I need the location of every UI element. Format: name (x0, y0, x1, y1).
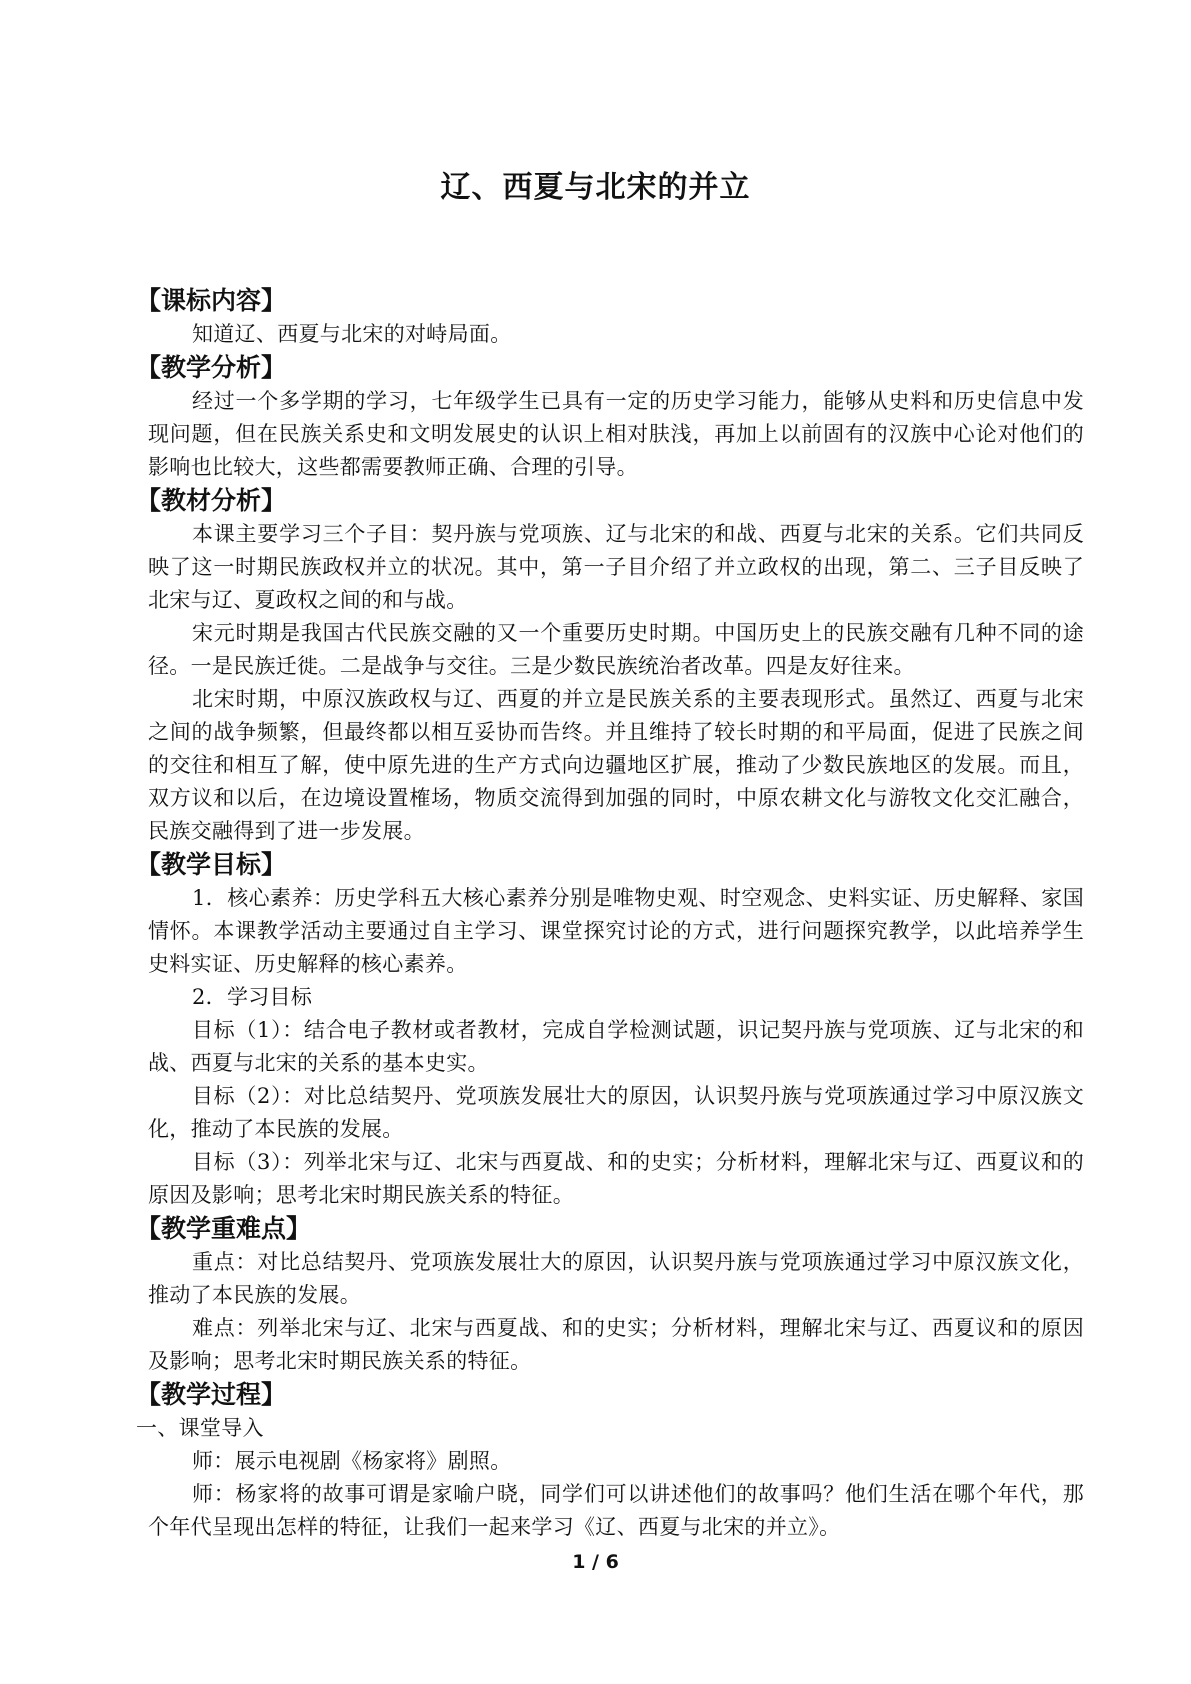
paragraph: 经过一个多学期的学习，七年级学生已具有一定的历史学习能力，能够从史料和历史信息中发现问题，但在民族关系史和文明发展史的认识上相对肤浅，再加上以前固有的汉族中心论对他们的影响也比较大，这些都需要教师正确、合理的引导。 (148, 389, 1084, 479)
section-heading-jiaoxue-mubiao: 【教学目标】 (136, 850, 287, 879)
paragraph: 2．学习目标 (192, 985, 313, 1009)
section-heading-jiaoxue-fenxi: 【教学分析】 (136, 353, 287, 382)
paragraph: 难点：列举北宋与辽、北宋与西夏战、和的史实；分析材料，理解北宋与辽、西夏议和的原因及影响；思考北宋时期民族关系的特征。 (148, 1316, 1084, 1373)
document-title: 辽、西夏与北宋的并立 (440, 170, 751, 205)
section-heading-kebiao: 【课标内容】 (136, 286, 287, 315)
paragraph: 目标（3）：列举北宋与辽、北宋与西夏战、和的史实；分析材料，理解北宋与辽、西夏议和的原因及影响；思考北宋时期民族关系的特征。 (148, 1150, 1084, 1207)
paragraph: 北宋时期，中原汉族政权与辽、西夏的并立是民族关系的主要表现形式。虽然辽、西夏与北宋之间的战争频繁，但最终都以相互妥协而告终。并且维持了较长时期的和平局面，促进了民族之间的交往和相互了解，使中原先进的生产方式向边疆地区扩展，推动了少数民族地区的发展。而且，双方议和以后，在边境设置榷场，物质交流得到加强的同时，中原农耕文化与游牧文化交汇融合，民族交融得到了进一步发展。 (148, 687, 1084, 843)
paragraph: 目标（2）：对比总结契丹、党项族发展壮大的原因，认识契丹族与党项族通过学习中原汉族文化，推动了本民族的发展。 (148, 1084, 1084, 1141)
paragraph: 师：展示电视剧《杨家将》剧照。 (192, 1449, 512, 1473)
section-heading-jiaocai-fenxi: 【教材分析】 (136, 486, 287, 515)
section-heading-zhongnandian: 【教学重难点】 (136, 1214, 312, 1243)
document-body (136, 284, 1084, 1544)
paragraph: 1．核心素养：历史学科五大核心素养分别是唯物史观、时空观念、史料实证、历史解释、家国情怀。本课教学活动主要通过自主学习、课堂探究讨论的方式，进行问题探究教学，以此培养学生史料实证、历史解释的核心素养。 (148, 886, 1084, 976)
paragraph: 目标（1）：结合电子教材或者教材，完成自学检测试题，识记契丹族与党项族、辽与北宋的和战、西夏与北宋的关系的基本史实。 (148, 1018, 1084, 1075)
paragraph: 宋元时期是我国古代民族交融的又一个重要历史时期。中国历史上的民族交融有几种不同的途径。一是民族迁徙。二是战争与交往。三是少数民族统治者改革。四是友好往来。 (148, 621, 1084, 678)
paragraph: 重点：对比总结契丹、党项族发展壮大的原因，认识契丹族与党项族通过学习中原汉族文化，推动了本民族的发展。 (148, 1250, 1084, 1307)
page-number: 1 / 6 (572, 1551, 619, 1573)
section-heading-guocheng: 【教学过程】 (136, 1380, 287, 1409)
paragraph: 知道辽、西夏与北宋的对峙局面。 (192, 322, 512, 346)
paragraph: 师：杨家将的故事可谓是家喻户晓，同学们可以讲述他们的故事吗？他们生活在哪个年代，那个年代呈现出怎样的特征，让我们一起来学习《辽、西夏与北宋的并立》。 (148, 1482, 1084, 1539)
subheading: 一、课堂导入 (136, 1416, 264, 1440)
paragraph: 本课主要学习三个子目：契丹族与党项族、辽与北宋的和战、西夏与北宋的关系。它们共同反映了这一时期民族政权并立的状况。其中，第一子目介绍了并立政权的出现，第二、三子目反映了北宋与辽、夏政权之间的和与战。 (148, 522, 1084, 612)
